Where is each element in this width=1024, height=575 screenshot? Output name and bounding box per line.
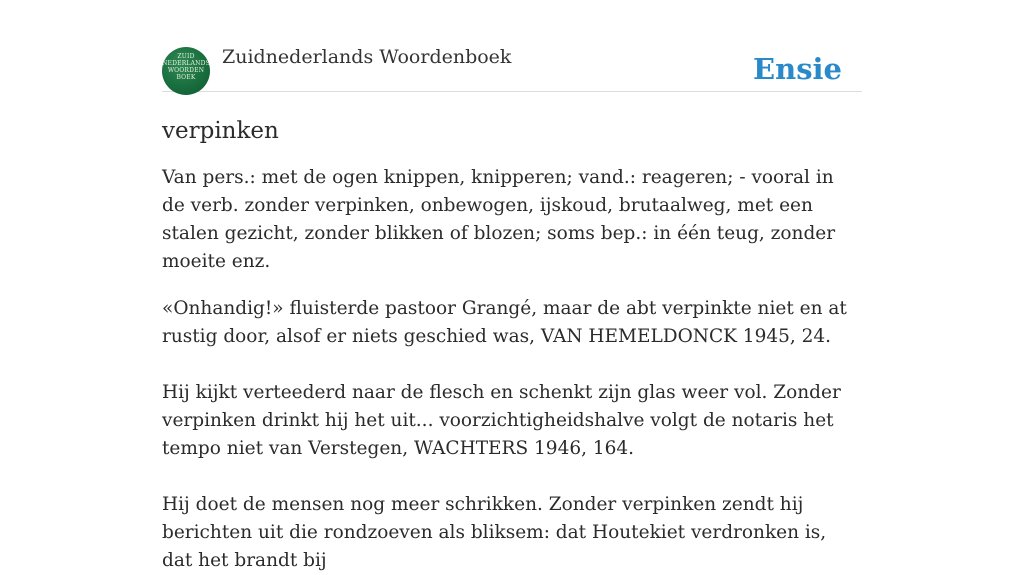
entry-headword: verpinken — [162, 118, 279, 144]
ensie-brand-link[interactable]: Ensie — [753, 52, 842, 86]
logo-text — [162, 53, 210, 81]
entry-definition: Van pers.: met de ogen knippen, knipperen; vand.: reageren; - vooral in de verb. zonder verpinken, onbewogen, ijskoud, brutaalweg, met een stalen gezicht, zonder blikken of blozen; soms bep.: in één teug, zonder moeite enz. — [162, 167, 836, 272]
logo-line: ZUID — [177, 53, 195, 60]
logo-line: WOORDEN — [167, 67, 205, 74]
entry-quote: «Onhandig!» fluisterde pastoor Grangé, maar de abt verpinkte niet en at rustig door, alsof er niets geschied was, VAN HEMELDONCK 1945, 24. — [162, 298, 847, 347]
entry-quote: Hij kijkt verteederd naar de flesch en schenkt zijn glas weer vol. Zonder verpinken drinkt hij het uit... voorzichtigheidshalve volgt de notaris het tempo niet van Verstegen, WACHTERS 1946, 164. — [162, 382, 841, 459]
entry-quote: Hij doet de mensen nog meer schrikken. Zonder verpinken zendt hij berichten uit die rondzoeven als bliksem: dat Houtekiet verdronken is, dat het brandt bij — [162, 494, 827, 571]
dictionary-title[interactable]: Zuidnederlands Woordenboek — [222, 46, 512, 68]
logo-line: NEDERLANDS — [162, 60, 210, 67]
site-logo[interactable] — [162, 47, 210, 95]
site-header — [162, 40, 862, 92]
entry-content — [162, 114, 862, 575]
logo-line: BOEK — [176, 74, 196, 81]
